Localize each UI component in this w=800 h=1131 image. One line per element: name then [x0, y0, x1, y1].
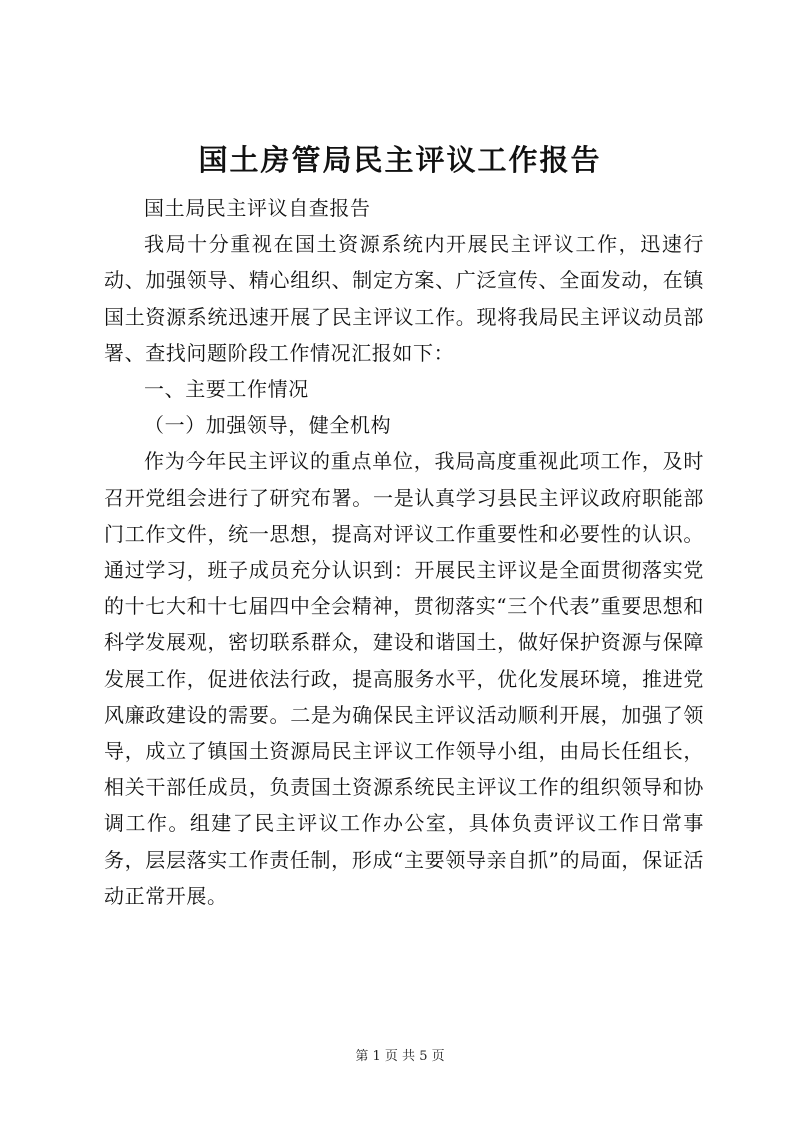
- page-footer: 第 1 页 共 5 页: [355, 1049, 445, 1064]
- subsection-heading: （一）加强领导，健全机构: [144, 413, 392, 438]
- body-paragraph: 作为今年民主评议的重点单位，我局高度重视此项工作，及时召开党组会进行了研究布署。一是认真学习县民主评议政府职能部门工作文件，统一思想，提高对评议工作重要性和必要性的认识。通过学习，班子成员充分认识到：开展民主评议是全面贯彻落实党的十七大和十七届四中全会精神，贯彻落实“三个代表”重要思想和科学发展观，密切联系群众，建设和谐国土，做好保护资源与保障发展工作，促进依法行政，提高服务水平，优化发展环境，推进党风廉政建设的需要。二是为确保民主评议活动顺利开展，加强了领导，成立了镇国土资源局民主评议工作领导小组，由局长任组长，相关干部任成员，负责国土资源系统民主评议工作的组织领导和协调工作。组建了民主评议工作办公室，具体负责评议工作日常事务，层层落实工作责任制，形成“主要领导亲自抓”的局面，保证活动正常开展。: [104, 449, 704, 908]
- document-body: [104, 190, 704, 914]
- section-heading: 一、主要工作情况: [144, 377, 309, 402]
- document-title: 国土房管局民主评议工作报告: [198, 143, 602, 177]
- subtitle-paragraph: 国土局民主评议自查报告: [144, 196, 371, 220]
- intro-paragraph: 我局十分重视在国土资源系统内开展民主评议工作，迅速行动、加强领导、精心组织、制定方案、广泛宣传、全面发动，在镇国土资源系统迅速开展了民主评议工作。现将我局民主评议动员部署、查找问题阶段工作情况汇报如下：: [104, 232, 704, 365]
